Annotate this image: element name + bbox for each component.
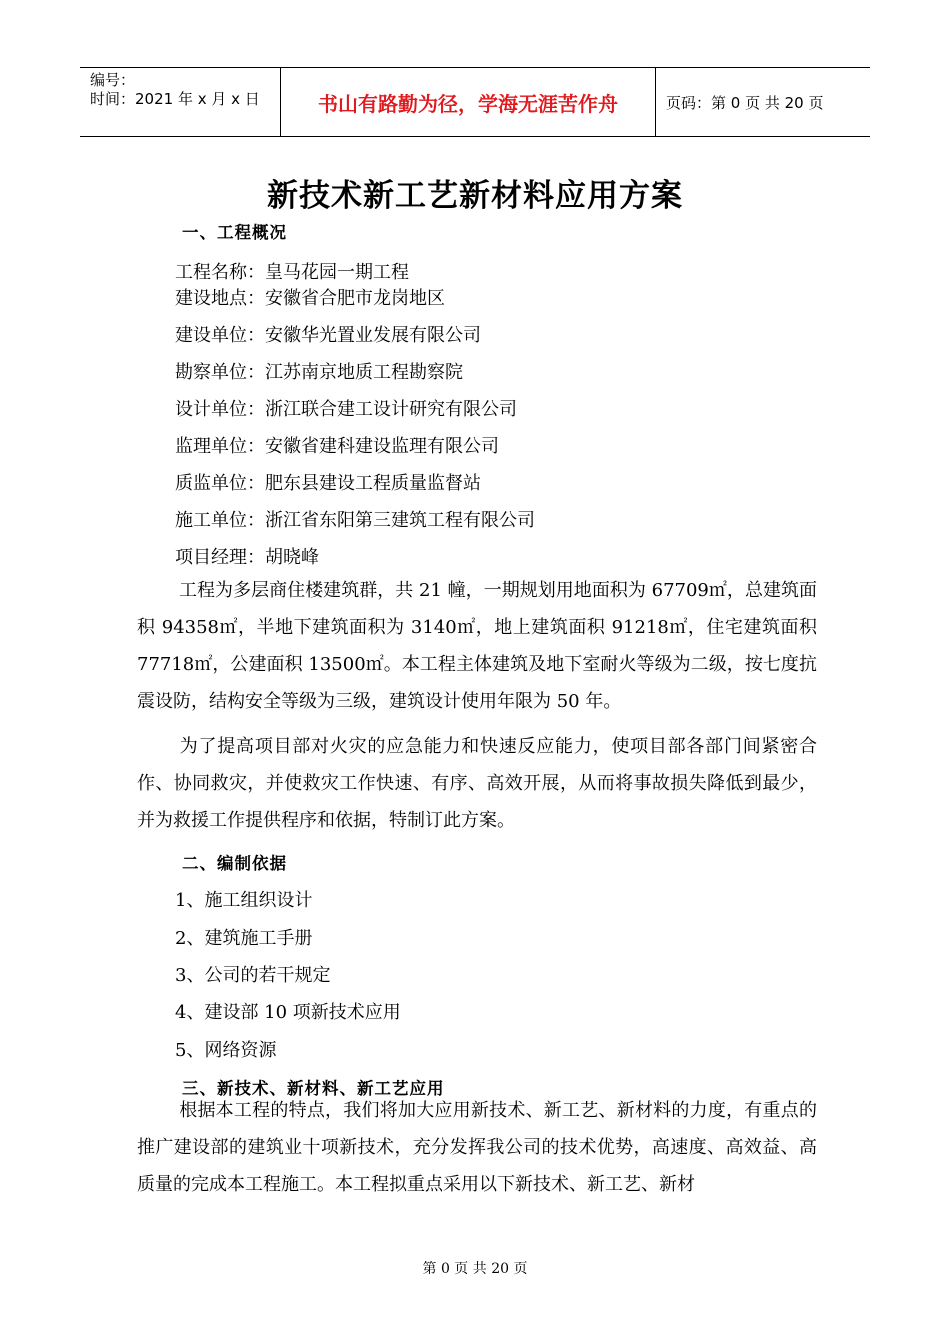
section-heading-application: 三、新技术、新材料、新工艺应用 [182,1079,445,1098]
info-line: 建设单位：安徽华光置业发展有限公司 [175,325,481,346]
header-page-info: 页码：第 0 页 共 20 页 [666,93,824,112]
basis-item: 4、建设部 10 项新技术应用 [175,1002,401,1023]
info-line: 勘察单位：江苏南京地质工程勘察院 [175,362,463,383]
info-line: 建设地点：安徽省合肥市龙岗地区 [175,288,445,309]
info-line: 设计单位：浙江联合建工设计研究有限公司 [175,399,517,420]
info-line: 监理单位：安徽省建科建设监理有限公司 [175,436,499,457]
section-heading-basis: 二、编制依据 [182,854,287,873]
basis-item: 3、公司的若干规定 [175,965,331,986]
info-line: 项目经理：胡晓峰 [175,547,319,568]
document-title: 新技术新工艺新材料应用方案 [267,178,683,214]
basis-item: 1、施工组织设计 [175,890,313,911]
basis-item: 5、网络资源 [175,1040,277,1061]
info-line: 质监单位：肥东县建设工程质量监督站 [175,473,481,494]
page-header [80,67,870,137]
basis-item: 2、建筑施工手册 [175,928,313,949]
info-line: 工程名称：皇马花园一期工程 [175,262,409,283]
paragraph-application: 根据本工程的特点，我们将加大应用新技术、新工艺、新材料的力度，有重点的推广建设部的建筑业十项新技术，充分发挥我公司的技术优势，高速度、高效益、高质量的完成本工程施工。本工程拟重点采用以下新技术、新工艺、新材 [137,1100,817,1195]
time-label: 时间：2021 年 x 月 x 日 [90,90,260,108]
paragraph-purpose: 为了提高项目部对火灾的应急能力和快速反应能力，使项目部各部门间紧密合作、协同救灾，并使救灾工作快速、有序、高效开展，从而将事故损失降低到最少，并为救援工作提供程序和依据，特制订此方案。 [137,736,817,831]
section-heading-overview: 一、工程概况 [182,223,287,242]
header-meta [80,68,280,136]
header-motto: 书山有路勤为径，学海无涯苦作舟 [280,68,656,136]
info-line: 施工单位：浙江省东阳第三建筑工程有限公司 [175,510,535,531]
paragraph-project-scale: 工程为多层商住楼建筑群，共 21 幢，一期规划用地面积为 67709㎡，总建筑面积 94358㎡，半地下建筑面积为 3140㎡，地上建筑面积 91218㎡，住宅建筑面积 77718㎡，公建面积 13500㎡。本工程主体建筑及地下室耐火等级为二级，按七度抗震设防，结构安全等级为三级，建筑设计使用年限为 50 年。 [137,580,817,712]
page-footer: 第 0 页 共 20 页 [422,1261,528,1277]
code-label: 编号： [90,71,136,89]
